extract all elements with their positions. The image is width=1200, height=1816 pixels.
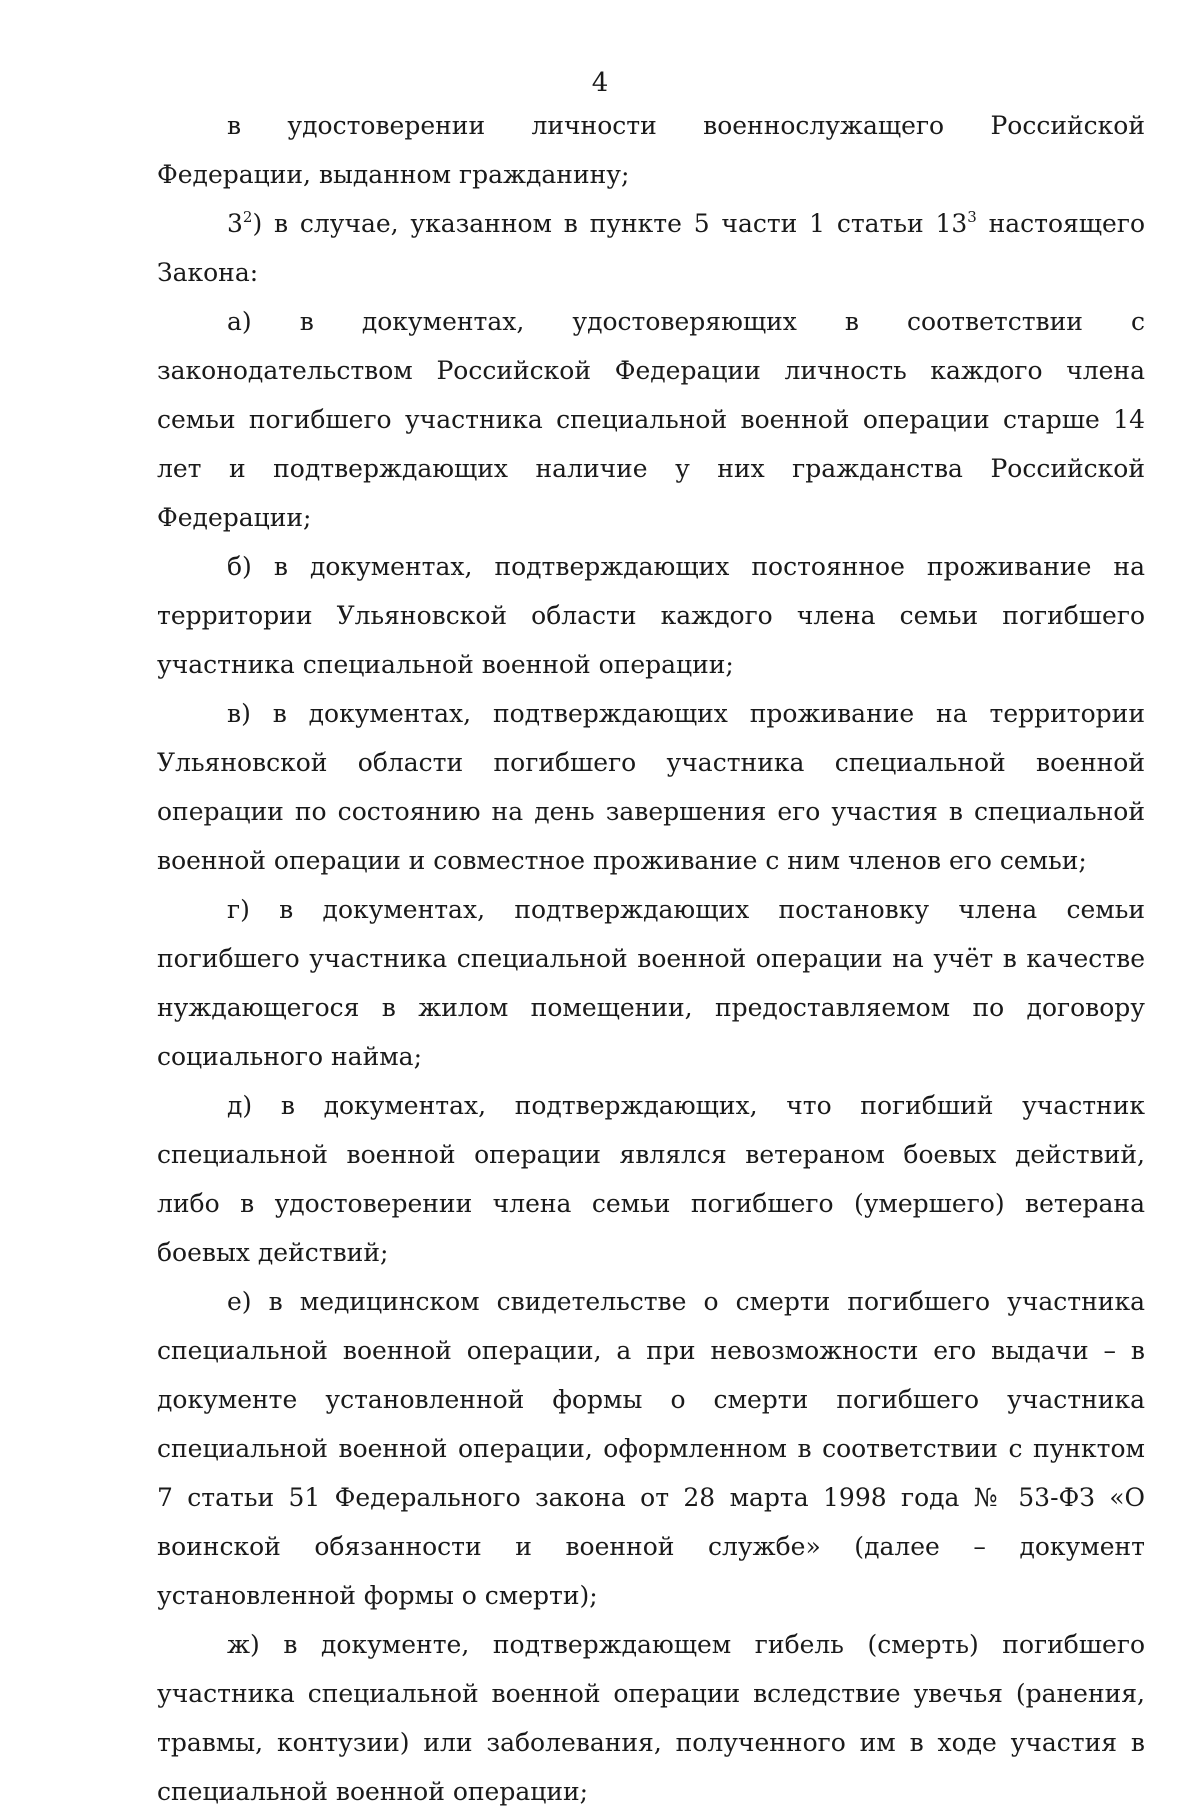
paragraph-item-3-2 bbox=[157, 199, 1145, 297]
paragraph-e: е) в медицинском свидетельстве о смерти погибшего участника специальной военной операции, а при невозможности его выдачи – в документе установленной формы о смерти погибшего участника специальной военной операции, оформленном в соответствии с пунктом 7 статьи 51 Федерального закона от 28 марта 1998 года № 53-ФЗ «О воинской обязанности и военной службе» (далее – документ установленной формы о смерти); bbox=[157, 1287, 1145, 1610]
item-superscript: 2 bbox=[242, 208, 253, 226]
page-number: 4 bbox=[591, 68, 609, 98]
paragraph-g: г) в документах, подтверждающих постановку члена семьи погибшего участника специальной военной операции на учёт в качестве нуждающегося в жилом помещении, предоставляемом по договору социального найма; bbox=[157, 895, 1145, 1071]
paragraph-military-id: в удостоверении личности военнослужащего Российской Федерации, выданном гражданину; bbox=[157, 111, 1145, 189]
paragraph-d: д) в документах, подтверждающих, что погибший участник специальной военной операции являлся ветераном боевых действий, либо в удостоверении члена семьи погибшего (умершего) ветерана боевых действий; bbox=[157, 1091, 1145, 1267]
document-body bbox=[157, 101, 1145, 1816]
paragraph-v: в) в документах, подтверждающих проживание на территории Ульяновской области погибшего участника специальной военной операции по состоянию на день завершения его участия в специальной военной операции и совместное проживание с ним членов его семьи; bbox=[157, 699, 1145, 875]
item-number: 3 bbox=[227, 209, 243, 238]
paragraph-zh: ж) в документе, подтверждающем гибель (смерть) погибшего участника специальной военной операции вследствие увечья (ранения, травмы, контузии) или заболевания, полученного им в ходе участия в специальной военной операции; bbox=[157, 1630, 1145, 1806]
article-superscript: 3 bbox=[967, 208, 977, 226]
paragraph-b: б) в документах, подтверждающих постоянное проживание на территории Ульяновской области каждого члена семьи погибшего участника специальной военной операции; bbox=[157, 552, 1145, 679]
paragraph-a: а) в документах, удостоверяющих в соответствии с законодательством Российской Федерации личность каждого члена семьи погибшего участника специальной военной операции старше 14 лет и подтверждающих наличие у них гражданства Российской Федерации; bbox=[157, 307, 1145, 532]
item-text: ) в случае, указанном в пункте 5 части 1 статьи 13 bbox=[252, 209, 968, 238]
item-text-end: настоящего Закона: bbox=[157, 209, 1145, 287]
